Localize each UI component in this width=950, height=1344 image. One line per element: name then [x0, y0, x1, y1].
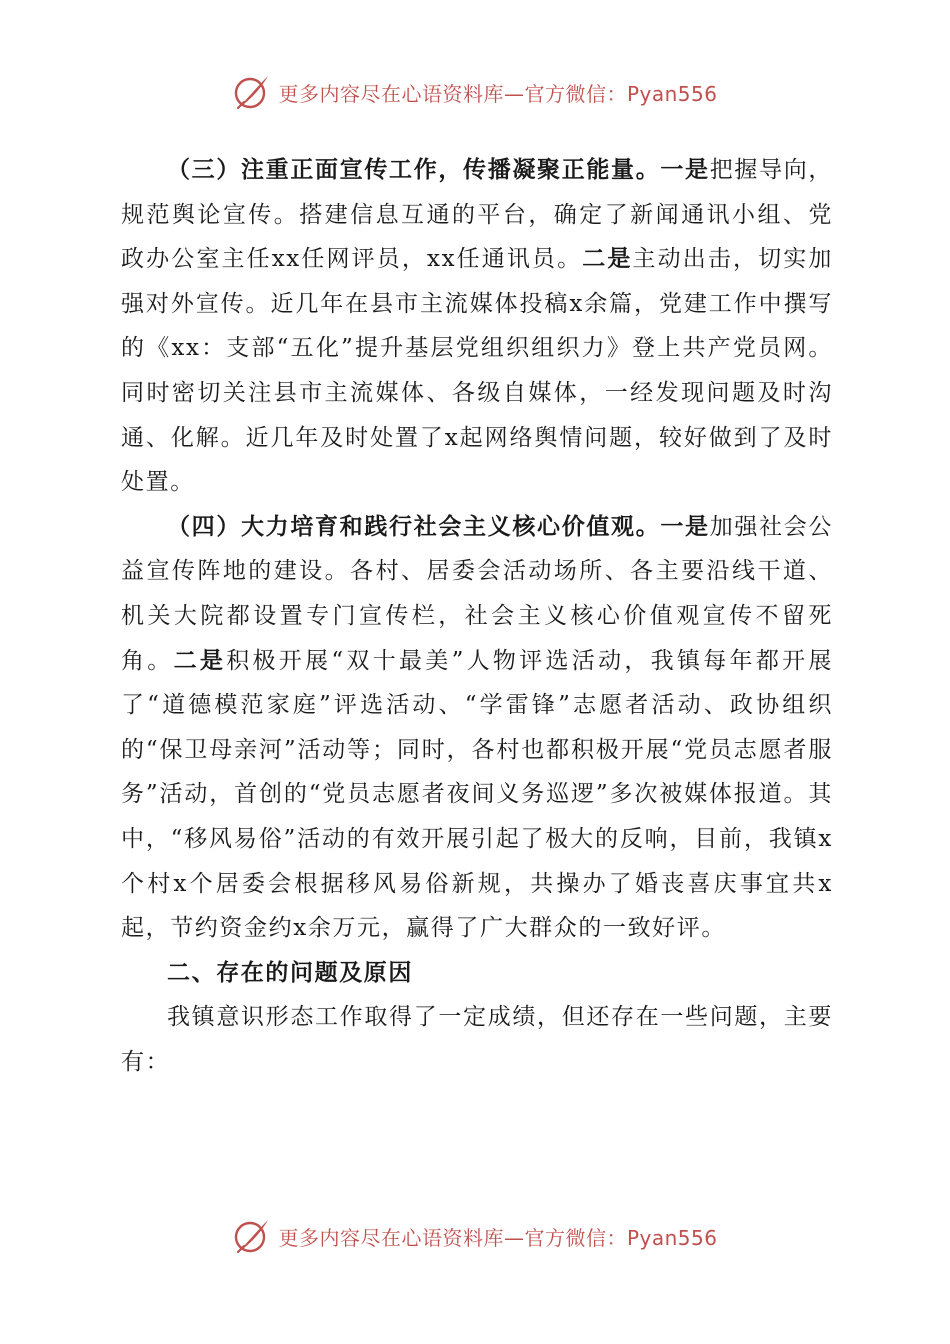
header-banner	[0, 70, 950, 114]
paragraph-3-point-1-label: 一是	[660, 156, 710, 183]
paragraph-3-point-1-text: 把握导向，规范舆论宣传。搭建信息互通的平台，确定了新闻通讯小组、党政办公室主任xx任网评员，xx任通讯员。	[121, 157, 834, 273]
banner-text: 更多内容尽在心语资料库—官方微信：Pyan556	[278, 81, 718, 106]
quill-pen-logo-icon	[232, 1216, 272, 1256]
paragraph-3-title: （三）注重正面宣传工作，传播凝聚正能量。	[167, 156, 661, 183]
banner-text: 更多内容尽在心语资料库—官方微信：Pyan556	[278, 1225, 718, 1250]
section-heading: 二、存在的问题及原因	[167, 958, 413, 986]
paragraph-4-point-2-text: 积极开展“双十最美”人物评选活动，我镇每年都开展了“道德模范家庭”评选活动、“学雷锋”志愿者活动、政协组织的“保卫母亲河”活动等；同时，各村也都积极开展“党员志愿者服务”活动，首创的“党员志愿者夜间义务巡逻”多次被媒体报道。其中，“移风易俗”活动的有效开展引起了极大的反响，目前，我镇x个村x个居委会根据移风易俗新规，共操办了婚丧喜庆事宜共x起，节约资金约x余万元，赢得了广大群众的一致好评。	[121, 647, 834, 942]
paragraph-3	[121, 148, 833, 505]
paragraph-4-point-2-label: 二是	[173, 646, 227, 674]
paragraph-4-point-1-label: 一是	[660, 512, 710, 540]
paragraph-4-title: （四）大力培育和践行社会主义核心价值观。	[167, 512, 661, 540]
footer-banner	[0, 1214, 950, 1258]
paragraph-3-point-2-label: 二是	[582, 245, 633, 273]
closing-paragraph: 我镇意识形态工作取得了一定成绩，但还存在一些问题，主要有：	[121, 1004, 833, 1075]
quill-pen-logo-icon	[232, 72, 272, 112]
paragraph-4	[121, 505, 833, 951]
paragraph-4-point-1-text: 加强社会公益宣传阵地的建设。各村、居委会活动场所、各主要沿线干道、机关大院都设置专门宣传栏，社会主义核心价值观宣传不留死角。	[121, 513, 834, 674]
paragraph-3-point-2-text: 主动出击，切实加强对外宣传。近几年在县市主流媒体投稿x余篇，党建工作中撰写的《xx：支部“五化”提升基层党组织组织力》登上共产党员网。同时密切关注县市主流媒体、各级自媒体，一经发现问题及时沟通、化解。近几年及时处置了x起网络舆情问题，较好做到了及时处置。	[121, 246, 833, 496]
document-body	[121, 148, 833, 1084]
